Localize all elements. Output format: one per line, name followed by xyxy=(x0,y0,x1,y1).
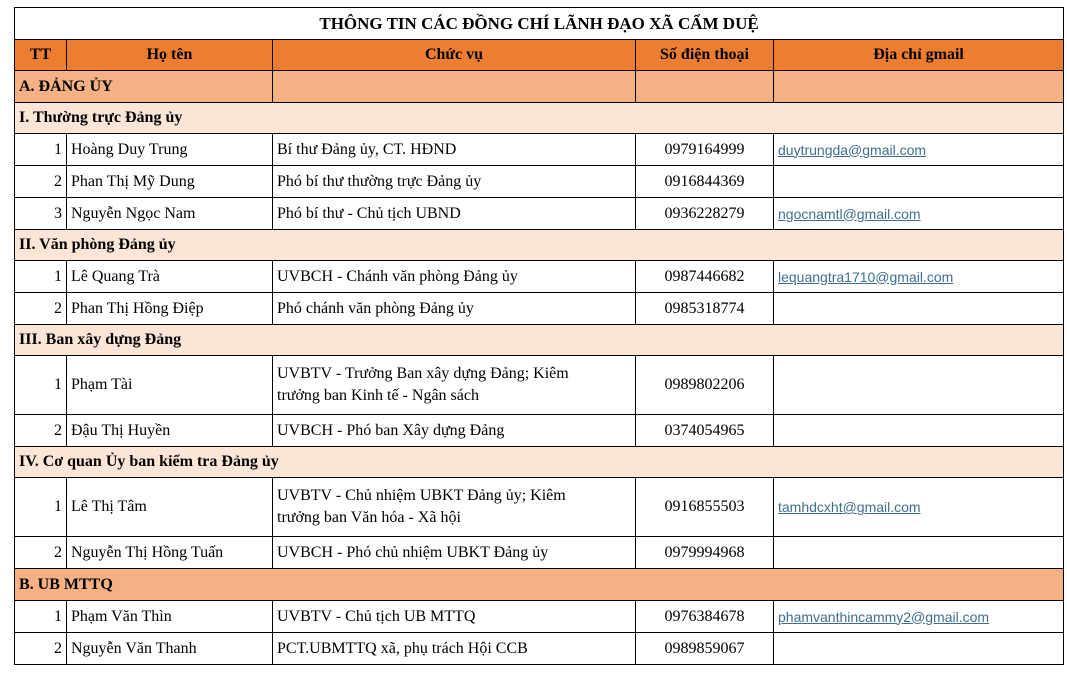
row-role: Phó chánh văn phòng Đảng ủy xyxy=(273,293,636,325)
subsection-label: III. Ban xây dựng Đảng xyxy=(15,325,1064,356)
row-phone: 0989802206 xyxy=(636,356,774,415)
row-number: 1 xyxy=(15,478,67,537)
row-email-cell xyxy=(774,601,1064,633)
table-title: THÔNG TIN CÁC ĐỒNG CHÍ LÃNH ĐẠO XÃ CẨM DUỆ xyxy=(15,8,1064,40)
header-name: Họ tên xyxy=(67,40,273,71)
role-line-2: trưởng ban Kinh tế - Ngân sách xyxy=(277,387,479,404)
email-link[interactable]: ngocnamtl@gmail.com xyxy=(778,205,921,222)
subsection-row xyxy=(15,325,1064,356)
row-number: 1 xyxy=(15,134,67,166)
row-role: Bí thư Đảng ủy, CT. HĐND xyxy=(273,134,636,166)
row-number: 2 xyxy=(15,293,67,325)
row-phone: 0987446682 xyxy=(636,261,774,293)
row-name: Phan Thị Mỹ Dung xyxy=(67,166,273,198)
table-row xyxy=(15,166,1064,198)
table-row xyxy=(15,633,1064,665)
row-phone: 0916855503 xyxy=(636,478,774,537)
row-email-cell xyxy=(774,415,1064,447)
row-email-cell xyxy=(774,293,1064,325)
subsection-row xyxy=(15,230,1064,261)
email-link[interactable]: tamhdcxht@gmail.com xyxy=(778,499,921,515)
subsection-label: II. Văn phòng Đảng ủy xyxy=(15,230,1064,261)
section-empty-cell xyxy=(774,71,1064,103)
table-row xyxy=(15,601,1064,633)
section-label: B. UB MTTQ xyxy=(15,569,1064,601)
email-link[interactable]: lequangtra1710@gmail.com xyxy=(778,268,954,285)
header-tt: TT xyxy=(15,40,67,71)
section-empty-cell xyxy=(636,71,774,103)
row-phone: 0989859067 xyxy=(636,633,774,665)
header-email: Địa chỉ gmail xyxy=(774,40,1064,71)
row-number: 1 xyxy=(15,356,67,415)
row-name: Nguyễn Thị Hồng Tuấn xyxy=(67,537,273,569)
row-email-cell xyxy=(774,198,1064,230)
row-phone: 0916844369 xyxy=(636,166,774,198)
row-email-cell xyxy=(774,166,1064,198)
header-row xyxy=(15,40,1064,71)
row-role: UVBCH - Chánh văn phòng Đảng ủy xyxy=(273,261,636,293)
row-name: Phạm Văn Thìn xyxy=(67,601,273,633)
row-email-cell xyxy=(774,478,1064,537)
table-row xyxy=(15,537,1064,569)
header-phone: Số điện thoại xyxy=(636,40,774,71)
section-label: A. ĐẢNG ỦY xyxy=(15,71,273,103)
row-role: UVBCH - Phó chủ nhiệm UBKT Đảng ủy xyxy=(273,537,636,569)
row-phone: 0374054965 xyxy=(636,415,774,447)
row-role: Phó bí thư - Chủ tịch UBND xyxy=(273,198,636,230)
table-row xyxy=(15,261,1064,293)
subsection-row xyxy=(15,103,1064,134)
subsection-row xyxy=(15,447,1064,478)
table-row xyxy=(15,293,1064,325)
row-number: 2 xyxy=(15,537,67,569)
row-name: Phan Thị Hồng Điệp xyxy=(67,293,273,325)
row-number: 3 xyxy=(15,198,67,230)
row-role xyxy=(273,356,636,415)
row-phone: 0985318774 xyxy=(636,293,774,325)
row-email-cell xyxy=(774,537,1064,569)
row-email-cell xyxy=(774,134,1064,166)
subsection-label: I. Thường trực Đảng ủy xyxy=(15,103,1064,134)
row-name: Hoàng Duy Trung xyxy=(67,134,273,166)
row-email-cell xyxy=(774,356,1064,415)
row-phone: 0976384678 xyxy=(636,601,774,633)
row-number: 1 xyxy=(15,261,67,293)
table-row xyxy=(15,134,1064,166)
role-line-2: trưởng ban Văn hóa - Xã hội xyxy=(277,509,461,526)
section-empty-cell xyxy=(273,71,636,103)
row-role: Phó bí thư thường trực Đảng ủy xyxy=(273,166,636,198)
row-name: Lê Quang Trà xyxy=(67,261,273,293)
row-name: Đậu Thị Huyền xyxy=(67,415,273,447)
row-name: Phạm Tài xyxy=(67,356,273,415)
row-number: 2 xyxy=(15,166,67,198)
row-phone: 0979994968 xyxy=(636,537,774,569)
row-name: Nguyễn Ngọc Nam xyxy=(67,198,273,230)
section-row-a xyxy=(15,71,1064,103)
row-number: 2 xyxy=(15,415,67,447)
row-role xyxy=(273,478,636,537)
subsection-label: IV. Cơ quan Ủy ban kiểm tra Đảng ủy xyxy=(15,447,1064,478)
email-link[interactable]: duytrungda@gmail.com xyxy=(778,141,927,158)
title-row xyxy=(15,8,1064,40)
row-role: PCT.UBMTTQ xã, phụ trách Hội CCB xyxy=(273,633,636,665)
row-phone: 0979164999 xyxy=(636,134,774,166)
row-role: UVBCH - Phó ban Xây dựng Đảng xyxy=(273,415,636,447)
role-line-1: UVBTV - Chủ nhiệm UBKT Đảng ủy; Kiêm xyxy=(277,487,566,504)
row-phone: 0936228279 xyxy=(636,198,774,230)
table-row xyxy=(15,198,1064,230)
row-role: UVBTV - Chủ tịch UB MTTQ xyxy=(273,601,636,633)
row-name: Nguyễn Văn Thanh xyxy=(67,633,273,665)
role-line-1: UVBTV - Trưởng Ban xây dựng Đảng; Kiêm xyxy=(277,365,569,382)
email-link[interactable]: phamvanthincammy2@gmail.com xyxy=(778,608,990,625)
leadership-table xyxy=(14,7,1064,665)
table-row xyxy=(15,415,1064,447)
row-name: Lê Thị Tâm xyxy=(67,478,273,537)
row-number: 2 xyxy=(15,633,67,665)
row-email-cell xyxy=(774,633,1064,665)
row-email-cell xyxy=(774,261,1064,293)
table-row xyxy=(15,356,1064,415)
section-row-b xyxy=(15,569,1064,601)
table-row xyxy=(15,478,1064,537)
header-role: Chức vụ xyxy=(273,40,636,71)
row-number: 1 xyxy=(15,601,67,633)
